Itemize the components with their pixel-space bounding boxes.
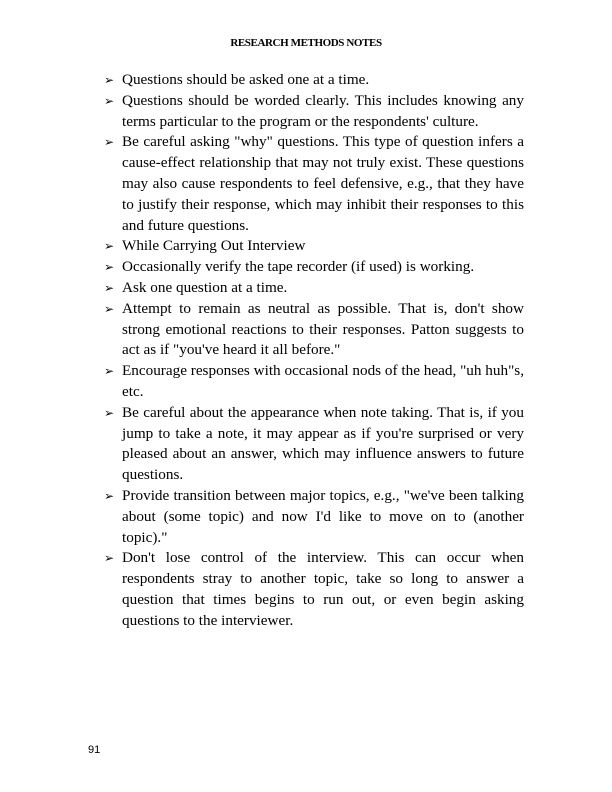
list-item bbox=[104, 486, 524, 548]
list-item-text: Attempt to remain as neutral as possible. That is, don't show strong emotional reactions to their responses. Patton suggests to act as if "you've heard it all before." bbox=[122, 299, 524, 359]
bullet-list bbox=[104, 70, 524, 632]
list-item bbox=[104, 548, 524, 631]
list-item-text: Questions should be worded clearly. This includes knowing any terms particular to the program or the respondents' culture. bbox=[122, 91, 524, 130]
list-item-text: Be careful about the appearance when note taking. That is, if you jump to take a note, it may appear as if you're surprised or very pleased about an answer, which may influence answers to future questions. bbox=[122, 403, 524, 484]
list-item-text: Encourage responses with occasional nods of the head, "uh huh"s, etc. bbox=[122, 362, 524, 400]
list-item-text: While Carrying Out Interview bbox=[122, 237, 306, 255]
arrowhead-bullet-icon: ➢ bbox=[104, 73, 115, 87]
list-item bbox=[104, 299, 524, 361]
arrowhead-bullet-icon: ➢ bbox=[104, 364, 115, 379]
list-item-text: Be careful asking "why" questions. This type of question infers a cause-effect relationship that may not truly exist. These questions may also cause respondents to feel defensive, e.g., that they have to justify their response, which may inhibit their responses to this and future questions. bbox=[122, 133, 524, 234]
arrowhead-bullet-icon: ➢ bbox=[104, 260, 115, 275]
arrowhead-bullet-icon: ➢ bbox=[104, 93, 115, 108]
list-item-text: Provide transition between major topics, e.g., "we've been talking about (some topic) and now I'd like to move on to (another topic)." bbox=[122, 486, 524, 546]
list-item bbox=[104, 132, 524, 236]
arrowhead-bullet-icon: ➢ bbox=[104, 239, 115, 254]
arrowhead-bullet-icon: ➢ bbox=[104, 551, 115, 566]
arrowhead-bullet-icon: ➢ bbox=[104, 280, 115, 295]
arrowhead-bullet-icon: ➢ bbox=[104, 301, 115, 316]
arrowhead-bullet-icon: ➢ bbox=[104, 135, 115, 150]
list-item bbox=[104, 257, 524, 278]
list-item-text: Don't lose control of the interview. This can occur when respondents stray to another topic, take so long to answer a question that times begins to run out, or even begin asking questions to the interviewer. bbox=[122, 549, 524, 629]
list-item bbox=[104, 403, 524, 486]
arrowhead-bullet-icon: ➢ bbox=[104, 488, 115, 503]
list-item-text: Ask one question at a time. bbox=[122, 278, 288, 296]
list-item bbox=[104, 70, 524, 91]
page-header: RESEARCH METHODS NOTES bbox=[230, 37, 382, 49]
list-item bbox=[104, 236, 524, 257]
page-number: 91 bbox=[88, 744, 101, 756]
arrowhead-bullet-icon: ➢ bbox=[104, 405, 115, 420]
list-item bbox=[104, 278, 524, 299]
list-item-text: Occasionally verify the tape recorder (if used) is working. bbox=[122, 258, 475, 276]
list-item bbox=[104, 361, 524, 403]
list-item bbox=[104, 91, 524, 133]
list-item-text: Questions should be asked one at a time. bbox=[122, 71, 370, 88]
